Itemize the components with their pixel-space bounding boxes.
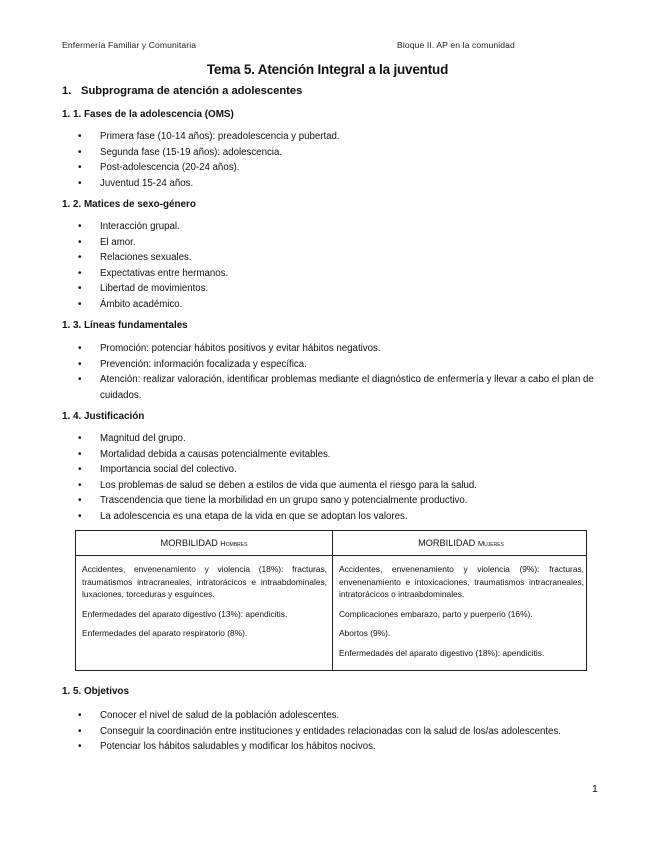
table-cell: Enfermedades del aparato digestivo (13%): apendicitis. [82,608,288,619]
subsection-heading-objectives: 1. 5. Objetivos [62,686,129,697]
header-main-text: MORBILIDAD [160,538,218,548]
list-item: • El amor. [0,235,655,251]
list-item: • Trascendencia que tiene la morbilidad en un grupo sano y potencialmente productivo. [0,493,655,509]
list-item: • Interacción grupal. [0,219,655,235]
list-item: • Los problemas de salud se deben a estilos de vida que aumenta el riesgo para la salud. [0,478,655,494]
list-item: • Atención: realizar valoración, identificar problemas mediante el diagnóstico de enfermería y llevar a cabo el plan de cuidados. [0,372,605,403]
morbidity-women-column [333,531,589,670]
table-cell: Abortos (9%). [339,628,391,639]
section-number: 1. [62,85,72,97]
list-item: • Mortalidad debida a causas potencialmente evitables. [0,447,655,463]
list-item: • Promoción: potenciar hábitos positivos y evitar hábitos negativos. [0,341,655,357]
table-header-women [333,531,589,555]
lines-list [0,341,655,403]
list-item: • Post-adolescencia (20-24 años). [0,160,655,176]
list-item: • Potenciar los hábitos saludables y modificar los hábitos nocivos. [0,739,655,755]
list-item: • Relaciones sexuales. [0,250,655,266]
section-heading [62,85,302,97]
subsection-heading-justification: 1. 4. Justificación [62,411,145,422]
list-item: • Segunda fase (15-19 años): adolescencia. [0,145,655,161]
section-title: Subprograma de atención a adolescentes [81,85,303,97]
subsection-heading-gender: 1. 2. Matices de sexo-género [62,199,196,210]
table-cell: Enfermedades del aparato respiratorio (8%). [82,628,248,639]
subsection-heading-phases: 1. 1. Fases de la adolescencia (OMS) [62,109,234,120]
gender-list [0,219,655,313]
list-item: • Prevención: información focalizada y específica. [0,357,655,373]
header-sub-text: Mujeres [477,539,504,548]
objectives-list [0,708,655,755]
morbidity-men-column [76,531,332,670]
running-header-right: Bloque II. AP en la comunidad [397,40,515,50]
page-title: Tema 5. Atención Integral a la juventud [206,62,449,77]
list-item: • Ámbito académico. [0,297,655,313]
subsection-heading-lines: 1. 3. Líneas fundamentales [62,320,188,331]
morbidity-table [75,530,587,671]
list-item: • Conseguir la coordinación entre instituciones y entidades relacionadas con la salud de los/as adolescentes. [0,724,655,740]
list-item: • Juventud 15-24 años. [0,176,655,192]
page-number: 1 [592,783,598,795]
list-item: • Conocer el nivel de salud de la población adolescentes. [0,708,655,724]
list-item: • Primera fase (10-14 años): preadolescencia y pubertad. [0,129,655,145]
header-main-text: MORBILIDAD [418,538,476,548]
table-cell: Accidentes, envenenamiento y violencia (18%): fracturas, traumatismos intracraneales, intratorácicos e intraabdominales, luxaciones, torceduras y esguinces. [82,564,327,600]
list-item: • La adolescencia es una etapa de la vida en que se adoptan los valores. [0,509,655,525]
table-cell: Enfermedades del aparato digestivo (18%): apendicitis. [339,647,545,658]
table-body-women [333,555,589,660]
table-header-men [76,531,332,555]
table-cell: Complicaciones embarazo, parto y puerperio (16%). [339,608,533,619]
list-item: • Libertad de movimientos. [0,281,655,297]
list-item: • Expectativas entre hermanos. [0,266,655,282]
table-cell: Accidentes, envenenamiento y violencia (9%): fracturas, envenenamiento e intoxicaciones, traumatismos intracraneales, intratorácicos o intraabdominales. [339,564,584,600]
phases-list [0,129,655,191]
justification-list [0,431,655,525]
header-sub-text: Hombres [220,539,248,548]
table-body-men [76,555,332,640]
list-item: • Magnitud del grupo. [0,431,655,447]
running-header-left: Enfermería Familiar y Comunitaria [62,40,197,50]
list-item: • Importancia social del colectivo. [0,462,655,478]
